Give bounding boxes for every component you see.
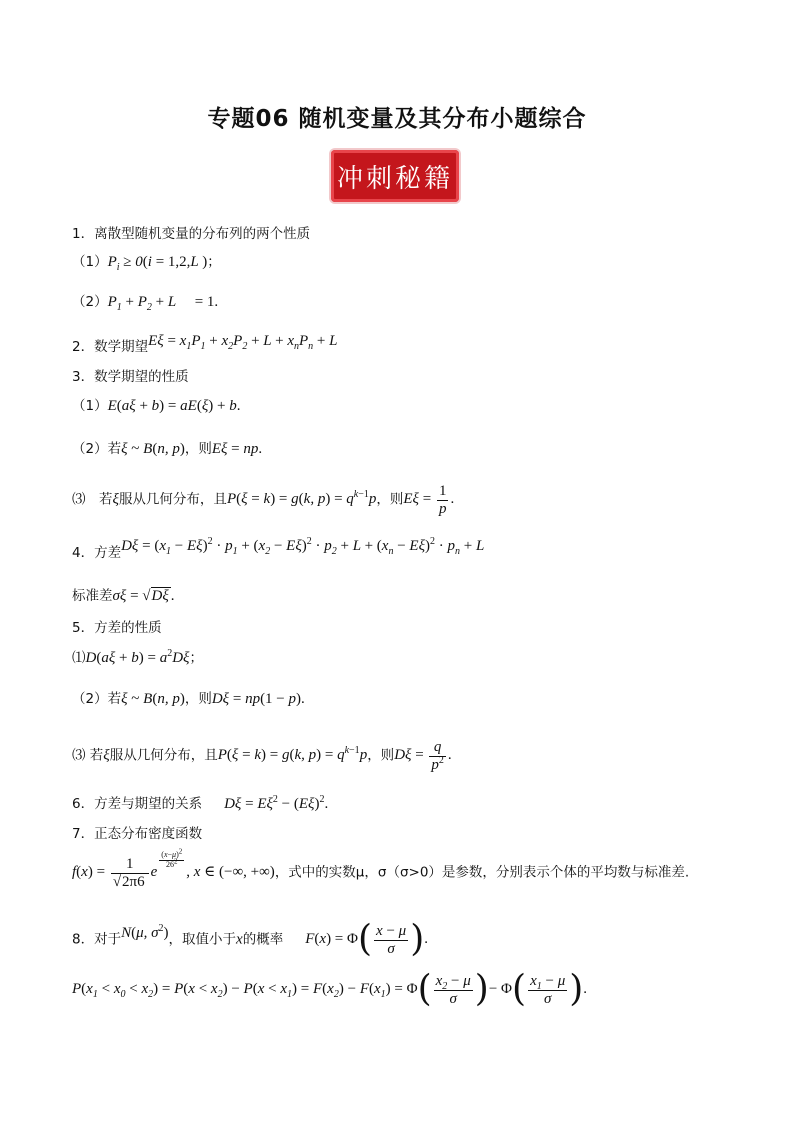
- formula: $D\xi = E\xi^2 - (E\xi)^2$.: [224, 794, 329, 812]
- section-2-line: [72, 333, 338, 356]
- x: x: [236, 931, 243, 948]
- label: （2）若: [72, 691, 122, 707]
- label: （1）: [72, 398, 108, 414]
- section-1-property-1: [72, 253, 221, 271]
- normal-pdf-formula: f(x) = $\frac{1}{√2\pi 6}$ e $^{\frac{(x-\mu)^2}{26^2}}$ , x ∈ (−∞, +∞): [72, 847, 275, 890]
- section-5-property-3: [72, 739, 452, 773]
- formula-b: Dξ = $\frac{q}{p^2}$ .: [394, 739, 452, 773]
- label: ⑴: [72, 650, 86, 666]
- mid: 服从几何分布，且: [109, 747, 218, 764]
- std-line: [72, 587, 175, 605]
- formula-b: Eξ = $\frac{1}{p}$ .: [403, 483, 455, 517]
- normal-notation: N(μ, $\sigma^2$): [121, 923, 169, 942]
- formula: E(aξ + b) = aE(ξ) + b.: [107, 398, 241, 414]
- section-8-heading: 8．对于: [72, 931, 122, 948]
- xi: ξ: [112, 491, 119, 508]
- mid: ，则: [184, 691, 212, 707]
- formula: $D(a\xi + b) = a^2D\xi$: [85, 648, 190, 666]
- label: ⑶ 若: [72, 747, 104, 764]
- stamp-badge: 冲刺秘籍: [331, 150, 459, 202]
- interval-probability-formula: $P(x_1 < x_0 < x_2) = P(x < x_2) - P(x < x_1) = F(x_2) - F(x_1) = \Phi$( $\frac{x_2 - \mu}{\sigma}$ )− Φ( $\frac{x_1 - \mu}{\sigma}$ ).: [72, 969, 588, 1010]
- page-title: 专题06 随机变量及其分布小题综合: [207, 106, 587, 132]
- formula: $E\xi = x_1P_1 + x_2P_2 + L + x_nP_n + L$: [148, 333, 338, 352]
- formula-a: P(ξ = k) = g(k, $p) = q^{k-1}p$: [217, 745, 368, 764]
- label: （2）若: [72, 441, 122, 457]
- std-formula: σξ = √Dξ .: [112, 588, 175, 604]
- section-8-probability-line: [72, 969, 588, 1010]
- section-1-heading: 1．离散型随机变量的分布列的两个性质: [72, 226, 311, 242]
- section-5-heading: 5．方差的性质: [72, 620, 162, 636]
- xi: ξ: [103, 747, 110, 764]
- section-6-line: [72, 795, 328, 813]
- section-4-line: [72, 536, 485, 562]
- formula: $P_i \ge 0(i = 1,2,L$ ): [107, 254, 208, 273]
- section-3-property-1: [72, 397, 240, 415]
- std-label: 标准差: [72, 588, 113, 604]
- desc-a: ，式中的实数μ，: [274, 864, 378, 881]
- tail: 的概率: [242, 931, 284, 948]
- section-4-heading: 4．方差: [72, 545, 122, 561]
- mid: 服从几何分布，且: [118, 491, 227, 508]
- section-5-property-1: [72, 649, 203, 667]
- section-3-property-3: [72, 483, 454, 517]
- formula-b: Dξ = np(1 − p).: [211, 691, 305, 707]
- then: ，则: [376, 491, 404, 508]
- section-3-property-2: [72, 440, 262, 458]
- label: ⑶ 若: [72, 491, 113, 508]
- variance-formula: $D\xi = (x_1 - E\xi)^2 \cdot p_1 + (x_2 - E\xi)^2 \cdot p_2 + L + (x_n - E\xi)^2 \cdot p_n + L$: [121, 536, 485, 557]
- section-1-property-2: [72, 293, 218, 311]
- section-3-heading: 3．数学期望的性质: [72, 369, 189, 385]
- formula-b: Eξ = np.: [211, 441, 263, 457]
- section-6-heading: 6．方差与期望的关系: [72, 796, 203, 812]
- suffix: ；: [207, 254, 221, 270]
- formula-a: P(ξ = k) = g(k, $p) = q^{k-1}p$: [226, 489, 377, 508]
- section-5-property-2: [72, 690, 305, 708]
- cdf-formula: F(x) = Φ( $\frac{x - \mu}{\sigma}$ ).: [305, 919, 428, 960]
- formula-a: ξ ~ B(n, p): [121, 441, 185, 457]
- section-8-line: [72, 919, 428, 960]
- desc-b: σ（σ>0）是参数，分别表示个体的平均数与标准差.: [377, 864, 690, 881]
- section-7-heading: 7．正态分布密度函数: [72, 826, 203, 842]
- section-2-heading: 2．数学期望: [72, 339, 149, 355]
- mid: ，取值小于: [168, 931, 237, 948]
- mid: ，则: [184, 441, 212, 457]
- formula-a: ξ ~ B(n, p): [121, 691, 185, 707]
- suffix: ；: [189, 650, 203, 666]
- label: （2）: [72, 294, 108, 310]
- formula: $P_1 + P_2 + L$ = 1.: [107, 294, 219, 313]
- then: ，则: [367, 747, 395, 764]
- label: （1）: [72, 254, 108, 270]
- section-7-formula-line: [72, 847, 690, 890]
